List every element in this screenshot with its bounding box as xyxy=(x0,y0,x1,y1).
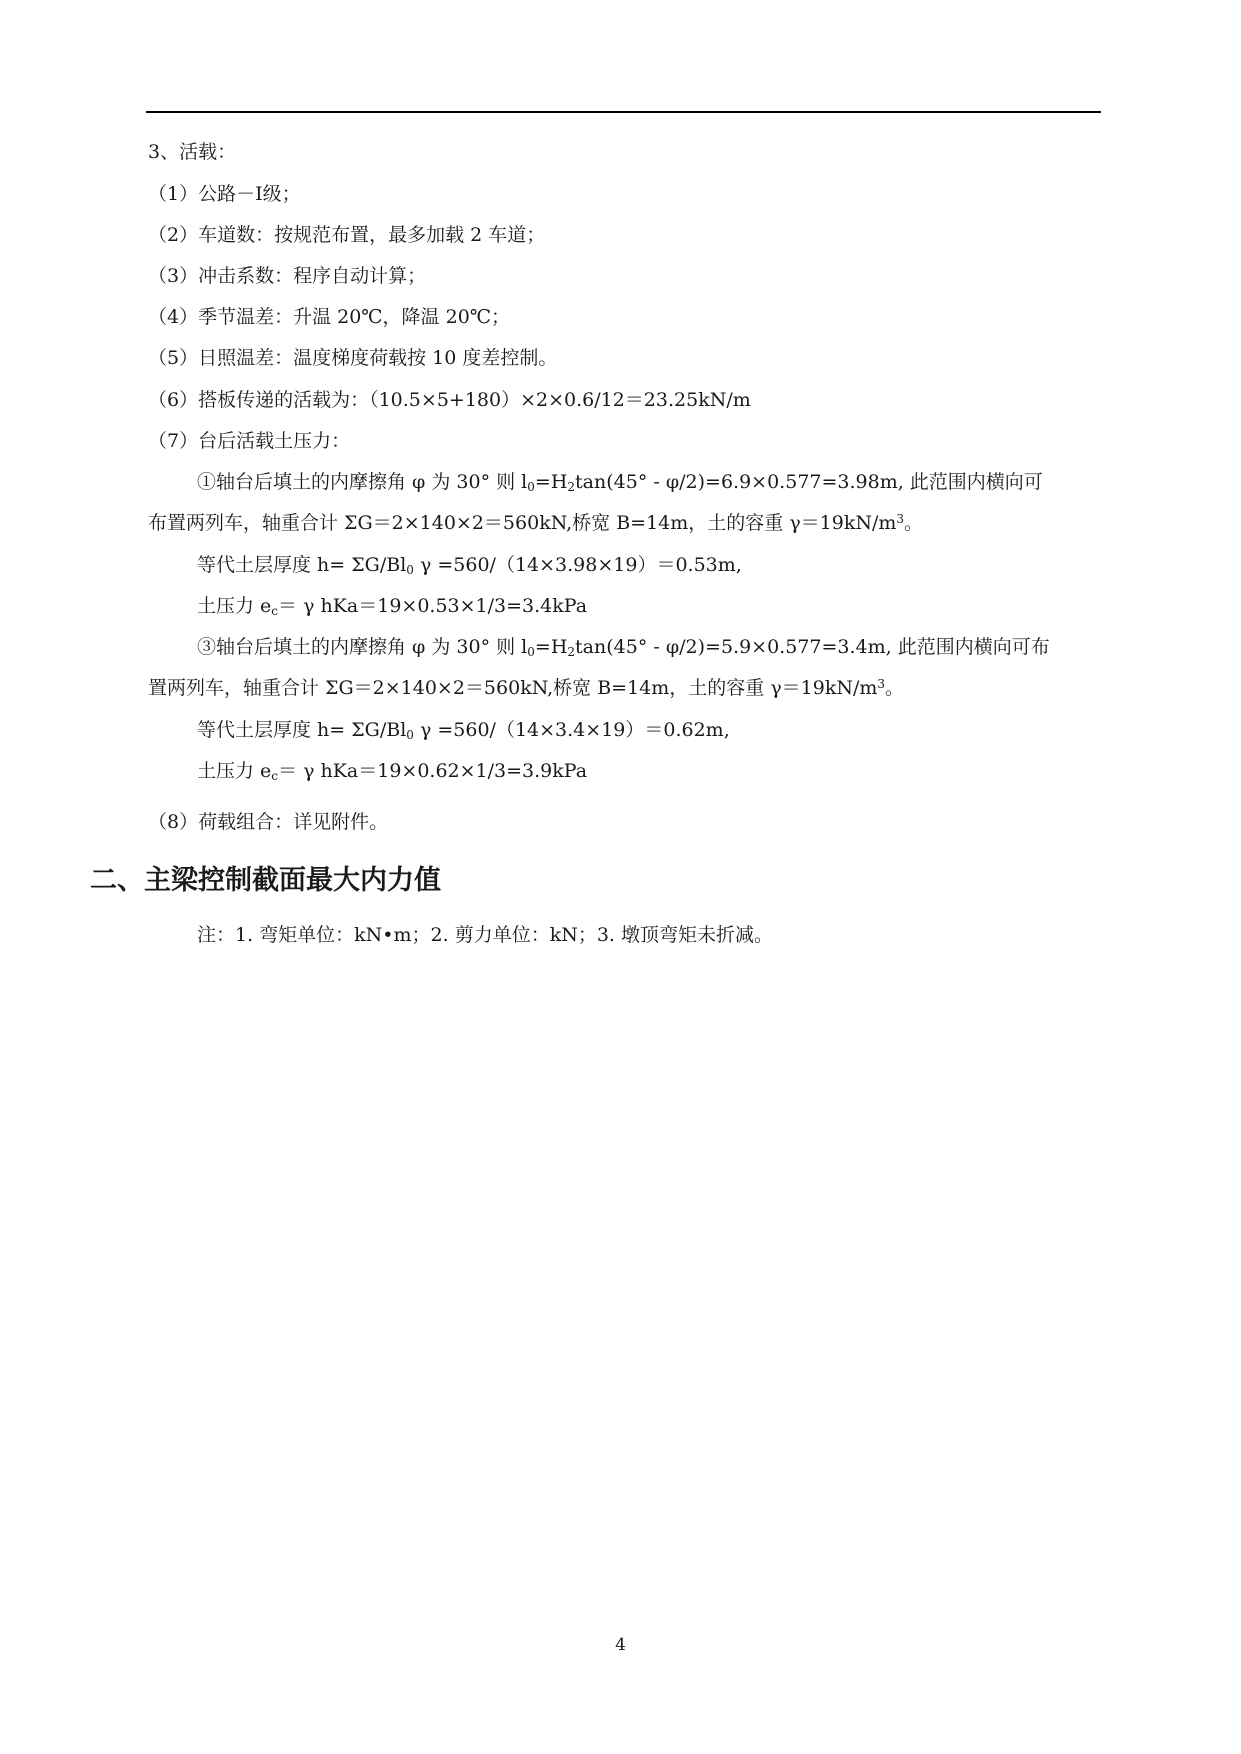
case3-line1: ③轴台后填土的内摩擦角 φ 为 30° 则 $l_0=H_2\tan(45^\circ - \varphi/2)=5.9\times 0.577=3.4m$, 此范围内横向可布 xyxy=(197,636,1050,659)
list-item-8: （8）荷载组合：详见附件。 xyxy=(148,811,389,833)
case1-pressure: 土压力 $e_c= \gamma$ hKa＝19×0.53×1/3=3.4kPa xyxy=(197,595,588,618)
list-item-5: （5）日照温差：温度梯度荷载按 10 度差控制。 xyxy=(148,347,558,369)
unit-note: 注：1. 弯矩单位：kN•m；2. 剪力单位：kN；3. 墩顶弯矩未折减。 xyxy=(197,924,774,946)
case3-line2: 置两列车，轴重合计 ΣG＝2×140×2＝560kN,桥宽 B=14m，土的容重 $\gamma=19kN/m^3$。 xyxy=(148,677,905,699)
list-item-4: （4）季节温差：升温 20℃，降温 20℃； xyxy=(148,306,511,328)
case3-thickness: 等代土层厚度 $h= \Sigma G/Bl_0$ γ =560/（14×3.4×19）＝0.62m, xyxy=(197,719,730,742)
section2-heading: 二、主梁控制截面最大内力值 xyxy=(90,865,441,896)
page-number: 4 xyxy=(615,1635,626,1655)
list-item-2: （2）车道数：按规范布置，最多加载 2 车道； xyxy=(148,224,546,246)
case1-line2: 布置两列车，轴重合计 ΣG＝2×140×2＝560kN,桥宽 B=14m，土的容重 $\gamma=19kN/m^3$。 xyxy=(148,512,924,534)
case1-line1: ①轴台后填土的内摩擦角 φ 为 30° 则 $l_0=H_2\tan(45^\circ - \varphi/2)=6.9\times 0.577=3.98m$, 此范围内横向可 xyxy=(197,471,1043,494)
list-item-3: （3）冲击系数：程序自动计算； xyxy=(148,265,427,287)
case1-thickness: 等代土层厚度 $h= \Sigma G/Bl_0$ γ =560/（14×3.98×19）＝0.53m, xyxy=(197,554,742,577)
header-rule xyxy=(146,111,1101,113)
list-item-6: （6）搭板传递的活载为：（10.5×5+180）×2×0.6/12＝23.25kN/m xyxy=(148,389,751,411)
list-item-1: （1）公路－Ⅰ级； xyxy=(148,183,301,205)
case3-pressure: 土压力 $e_c= \gamma$ hKa＝19×0.62×1/3=3.9kPa xyxy=(197,760,588,783)
section-title-live-load: 3、活载： xyxy=(148,141,237,163)
list-item-7: （7）台后活载土压力： xyxy=(148,430,351,452)
